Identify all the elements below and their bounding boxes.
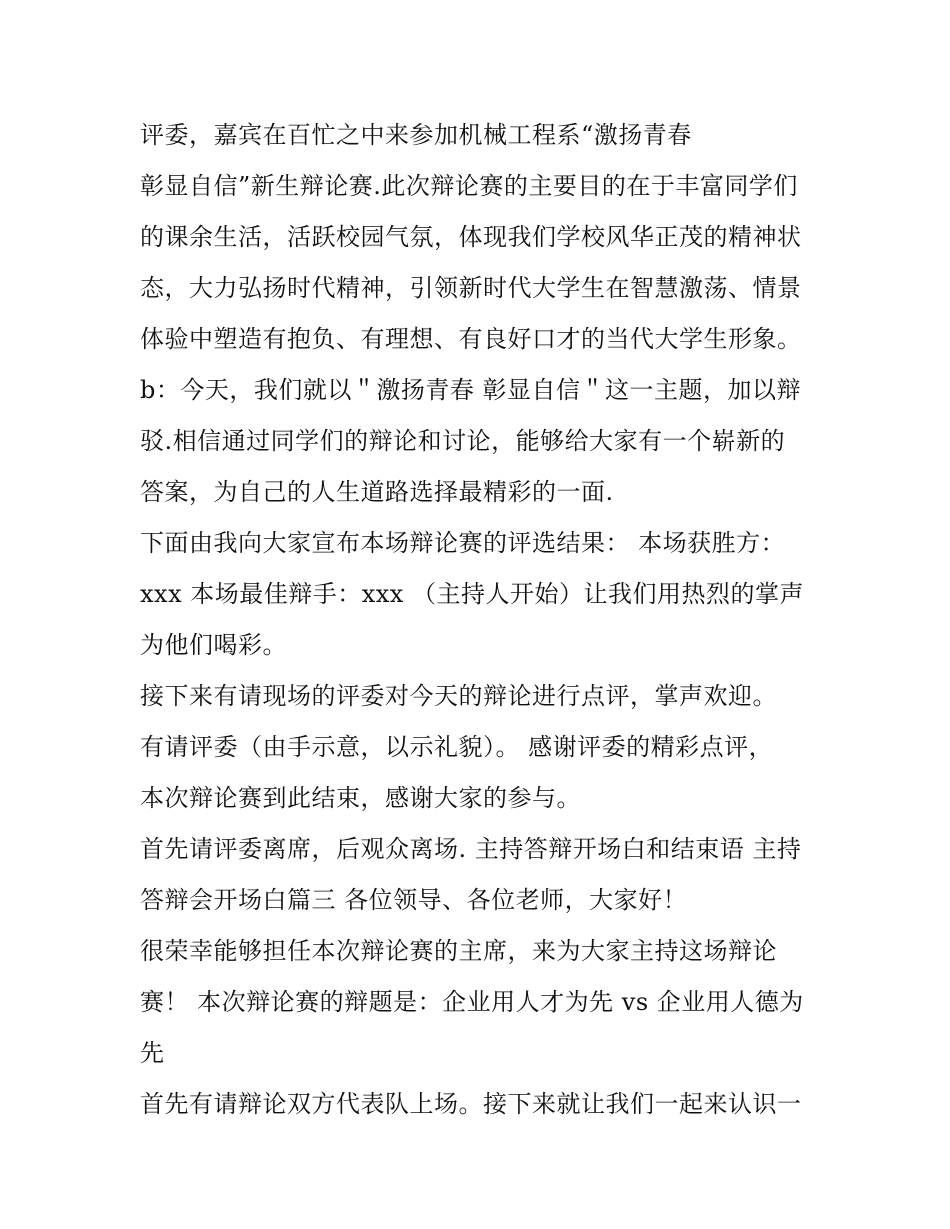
text-line: 首先请评委离席，后观众离场. 主持答辩开场白和结束语 主持 [140,835,802,863]
text-line: 体验中塑造有抱负、有理想、有良好口才的当代大学生形象。 [140,325,802,353]
text-line: 为他们喝彩。 [140,631,287,659]
text-line: 态，大力弘扬时代精神，引领新时代大学生在智慧激荡、情景 [140,274,802,302]
text-line: 彰显自信”新生辩论赛.此次辩论赛的主要目的在于丰富同学们 [140,172,798,200]
text-line: 答辩会开场白篇三 各位领导、各位老师，大家好！ [140,886,688,914]
text-line: 先 [140,1039,165,1067]
text-line: 首先有请辩论双方代表队上场。接下来就让我们一起来认识一 [140,1090,802,1118]
text-line: b：今天，我们就以＂激扬青春 彰显自信＂这一主题，加以辩 [140,376,801,404]
text-line: 评委，嘉宾在百忙之中来参加机械工程系“激扬青春 [140,121,692,149]
text-line: 的课余生活，活跃校园气氛，体现我们学校风华正茂的精神状 [140,223,802,251]
text-line: 本次辩论赛到此结束，感谢大家的参与。 [140,784,581,812]
text-line: 驳.相信通过同学们的辩论和讨论，能够给大家有一个崭新的 [140,427,786,455]
text-line: 接下来有请现场的评委对今天的辩论进行点评，掌声欢迎。 [140,682,777,710]
text-line: 有请评委（由手示意，以示礼貌）。 感谢评委的精彩点评， [140,733,774,761]
document-body [140,110,820,1130]
text-line: 下面由我向大家宣布本场辩论赛的评选结果： 本场获胜方： [140,529,786,557]
text-line: 很荣幸能够担任本次辩论赛的主席，来为大家主持这场辩论 [140,937,777,965]
text-line: 赛！ 本次辩论赛的辩题是：企业用人才为先 vs 企业用人德为 [140,988,804,1016]
text-line: 答案，为自己的人生道路选择最精彩的一面. [140,478,614,506]
text-line: xxx 本场最佳辩手：xxx （主持人开始）让我们用热烈的掌声 [140,580,804,608]
